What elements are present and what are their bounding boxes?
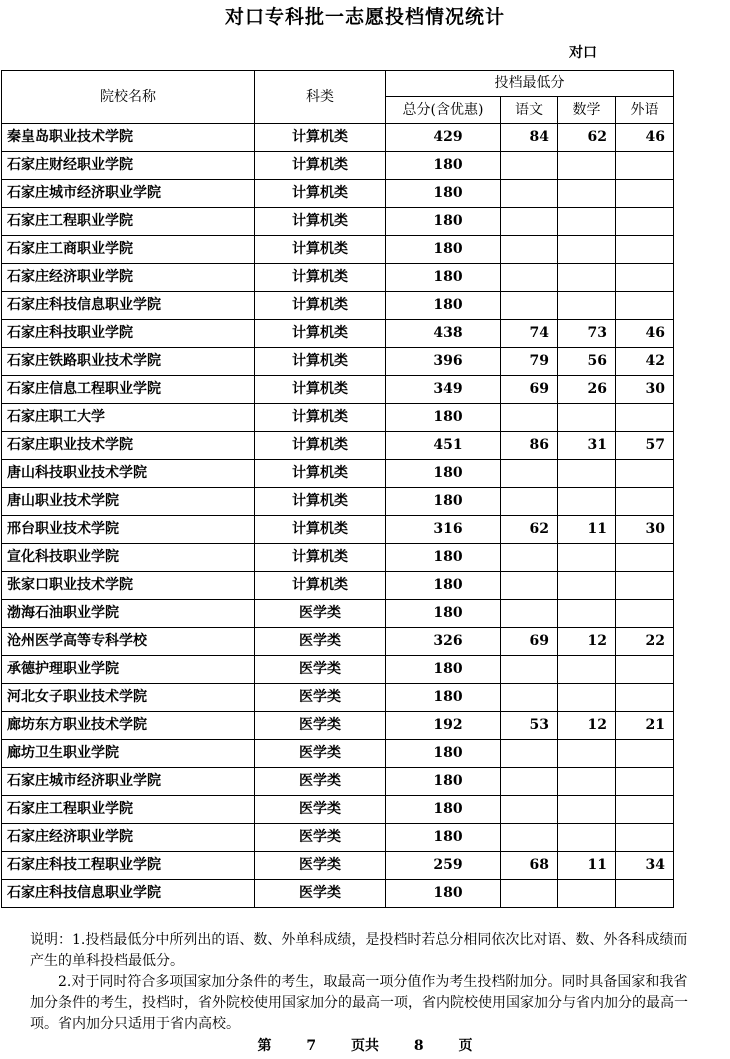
category-cell: 计算机类 [255, 292, 386, 320]
english-score-cell [616, 264, 674, 292]
category-cell: 计算机类 [255, 348, 386, 376]
category-cell: 计算机类 [255, 236, 386, 264]
english-score-cell [616, 208, 674, 236]
english-score-cell [616, 292, 674, 320]
total-score-cell: 180 [386, 684, 501, 712]
total-score-cell: 180 [386, 292, 501, 320]
chinese-score-cell: 69 [501, 628, 558, 656]
category-cell: 计算机类 [255, 264, 386, 292]
chinese-score-cell [501, 292, 558, 320]
school-cell: 石家庄铁路职业技术学院 [2, 348, 255, 376]
english-score-cell [616, 236, 674, 264]
category-cell: 计算机类 [255, 152, 386, 180]
category-cell: 计算机类 [255, 460, 386, 488]
math-score-cell [558, 236, 616, 264]
math-score-cell: 12 [558, 628, 616, 656]
table-row [2, 208, 674, 236]
math-score-cell [558, 264, 616, 292]
table-row [2, 264, 674, 292]
table-row [2, 236, 674, 264]
table-row [2, 124, 674, 152]
batch-tag: 对口 [569, 45, 597, 61]
math-score-cell [558, 488, 616, 516]
school-cell: 河北女子职业技术学院 [2, 684, 255, 712]
english-score-cell [616, 180, 674, 208]
total-score-cell: 180 [386, 404, 501, 432]
total-score-cell: 180 [386, 600, 501, 628]
english-score-cell [616, 740, 674, 768]
english-score-cell [616, 796, 674, 824]
school-cell: 石家庄财经职业学院 [2, 152, 255, 180]
chinese-score-cell: 68 [501, 852, 558, 880]
category-cell: 计算机类 [255, 516, 386, 544]
chinese-score-cell [501, 768, 558, 796]
total-score-cell: 180 [386, 824, 501, 852]
school-cell: 秦皇岛职业技术学院 [2, 124, 255, 152]
school-cell: 石家庄科技职业学院 [2, 320, 255, 348]
chinese-score-cell [501, 460, 558, 488]
category-cell: 计算机类 [255, 208, 386, 236]
school-cell: 承德护理职业学院 [2, 656, 255, 684]
chinese-score-cell [501, 824, 558, 852]
english-score-cell [616, 404, 674, 432]
math-score-cell [558, 572, 616, 600]
chinese-score-cell: 69 [501, 376, 558, 404]
english-score-cell: 46 [616, 124, 674, 152]
total-score-cell: 438 [386, 320, 501, 348]
header-category: 科类 [255, 71, 386, 124]
table-row [2, 180, 674, 208]
page-footer [0, 1035, 730, 1055]
english-score-cell [616, 880, 674, 908]
total-score-cell: 180 [386, 768, 501, 796]
total-score-cell: 180 [386, 880, 501, 908]
chinese-score-cell [501, 152, 558, 180]
math-score-cell [558, 180, 616, 208]
school-cell: 唐山科技职业技术学院 [2, 460, 255, 488]
category-cell: 医学类 [255, 824, 386, 852]
table-row [2, 600, 674, 628]
chinese-score-cell: 79 [501, 348, 558, 376]
total-score-cell: 180 [386, 488, 501, 516]
footer-ye-gong: 页共 [351, 1038, 379, 1054]
school-cell: 沧州医学高等专科学校 [2, 628, 255, 656]
english-score-cell: 30 [616, 376, 674, 404]
chinese-score-cell [501, 572, 558, 600]
english-score-cell: 30 [616, 516, 674, 544]
table-row [2, 628, 674, 656]
table-row [2, 404, 674, 432]
school-cell: 石家庄经济职业学院 [2, 264, 255, 292]
school-cell: 石家庄信息工程职业学院 [2, 376, 255, 404]
school-cell: 邢台职业技术学院 [2, 516, 255, 544]
table-row [2, 712, 674, 740]
chinese-score-cell [501, 208, 558, 236]
category-cell: 医学类 [255, 796, 386, 824]
math-score-cell: 73 [558, 320, 616, 348]
table-row [2, 656, 674, 684]
chinese-score-cell [501, 404, 558, 432]
english-score-cell: 21 [616, 712, 674, 740]
chinese-score-cell: 62 [501, 516, 558, 544]
school-cell: 石家庄城市经济职业学院 [2, 180, 255, 208]
total-score-cell: 180 [386, 572, 501, 600]
total-score-cell: 326 [386, 628, 501, 656]
math-score-cell: 12 [558, 712, 616, 740]
english-score-cell [616, 768, 674, 796]
footer-ye: 页 [458, 1038, 473, 1054]
math-score-cell [558, 656, 616, 684]
school-cell: 石家庄职工大学 [2, 404, 255, 432]
math-score-cell [558, 544, 616, 572]
footer-total-pages: 8 [413, 1038, 424, 1054]
total-score-cell: 180 [386, 740, 501, 768]
math-score-cell: 26 [558, 376, 616, 404]
total-score-cell: 180 [386, 264, 501, 292]
chinese-score-cell [501, 180, 558, 208]
english-score-cell: 57 [616, 432, 674, 460]
english-score-cell: 46 [616, 320, 674, 348]
table-row [2, 152, 674, 180]
school-cell: 宣化科技职业学院 [2, 544, 255, 572]
notes [30, 930, 690, 1035]
school-cell: 石家庄工程职业学院 [2, 796, 255, 824]
table-row [2, 432, 674, 460]
chinese-score-cell [501, 264, 558, 292]
table-row [2, 460, 674, 488]
total-score-cell: 451 [386, 432, 501, 460]
category-cell: 计算机类 [255, 180, 386, 208]
category-cell: 计算机类 [255, 544, 386, 572]
math-score-cell [558, 404, 616, 432]
category-cell: 计算机类 [255, 404, 386, 432]
total-score-cell: 180 [386, 460, 501, 488]
category-cell: 医学类 [255, 600, 386, 628]
total-score-cell: 429 [386, 124, 501, 152]
english-score-cell [616, 152, 674, 180]
school-cell: 石家庄科技信息职业学院 [2, 292, 255, 320]
category-cell: 医学类 [255, 880, 386, 908]
chinese-score-cell [501, 740, 558, 768]
english-score-cell [616, 684, 674, 712]
school-cell: 廊坊卫生职业学院 [2, 740, 255, 768]
category-cell: 医学类 [255, 768, 386, 796]
header-chinese: 语文 [501, 97, 558, 124]
math-score-cell [558, 740, 616, 768]
total-score-cell: 316 [386, 516, 501, 544]
table-row [2, 824, 674, 852]
math-score-cell [558, 292, 616, 320]
english-score-cell: 42 [616, 348, 674, 376]
math-score-cell: 31 [558, 432, 616, 460]
total-score-cell: 349 [386, 376, 501, 404]
math-score-cell [558, 824, 616, 852]
chinese-score-cell: 53 [501, 712, 558, 740]
total-score-cell: 180 [386, 236, 501, 264]
total-score-cell: 180 [386, 208, 501, 236]
header-english: 外语 [616, 97, 674, 124]
note-2: 2.对于同时符合多项国家加分条件的考生，取最高一项分值作为考生投档附加分。同时具备国家和我省加分条件的考生，投档时，省外院校使用国家加分的最高一项，省内院校使用国家加分与省内加分的最高一项。省内加分只适用于省内高校。 [30, 974, 688, 1032]
category-cell: 计算机类 [255, 432, 386, 460]
math-score-cell: 11 [558, 852, 616, 880]
footer-di: 第 [257, 1038, 272, 1054]
table-row [2, 348, 674, 376]
english-score-cell [616, 824, 674, 852]
school-cell: 石家庄工商职业学院 [2, 236, 255, 264]
math-score-cell [558, 684, 616, 712]
table-row [2, 880, 674, 908]
header-school: 院校名称 [2, 71, 255, 124]
math-score-cell [558, 768, 616, 796]
school-cell: 渤海石油职业学院 [2, 600, 255, 628]
page-title: 对口专科批一志愿投档情况统计 [224, 6, 505, 28]
chinese-score-cell [501, 236, 558, 264]
math-score-cell [558, 880, 616, 908]
header-min-score: 投档最低分 [386, 71, 674, 97]
category-cell: 医学类 [255, 656, 386, 684]
school-cell: 石家庄职业技术学院 [2, 432, 255, 460]
category-cell: 医学类 [255, 852, 386, 880]
total-score-cell: 192 [386, 712, 501, 740]
table-row [2, 740, 674, 768]
english-score-cell [616, 488, 674, 516]
math-score-cell [558, 796, 616, 824]
category-cell: 医学类 [255, 712, 386, 740]
english-score-cell [616, 544, 674, 572]
total-score-cell: 180 [386, 544, 501, 572]
total-score-cell: 180 [386, 796, 501, 824]
total-score-cell: 259 [386, 852, 501, 880]
school-cell: 石家庄科技工程职业学院 [2, 852, 255, 880]
math-score-cell [558, 460, 616, 488]
score-table [1, 70, 674, 908]
school-cell: 廊坊东方职业技术学院 [2, 712, 255, 740]
table-row [2, 572, 674, 600]
english-score-cell: 22 [616, 628, 674, 656]
math-score-cell [558, 208, 616, 236]
table-row [2, 292, 674, 320]
header-total: 总分(含优惠) [386, 97, 501, 124]
table-row [2, 852, 674, 880]
table-row [2, 376, 674, 404]
table-row [2, 796, 674, 824]
chinese-score-cell [501, 600, 558, 628]
chinese-score-cell [501, 880, 558, 908]
school-cell: 石家庄城市经济职业学院 [2, 768, 255, 796]
chinese-score-cell [501, 544, 558, 572]
table-row [2, 684, 674, 712]
english-score-cell [616, 572, 674, 600]
note-1: 说明：1.投档最低分中所列出的语、数、外单科成绩，是投档时若总分相同依次比对语、数、外各科成绩而产生的单科投档最低分。 [30, 932, 688, 969]
footer-page: 7 [306, 1038, 317, 1054]
category-cell: 计算机类 [255, 488, 386, 516]
category-cell: 计算机类 [255, 320, 386, 348]
school-cell: 张家口职业技术学院 [2, 572, 255, 600]
category-cell: 计算机类 [255, 124, 386, 152]
total-score-cell: 180 [386, 180, 501, 208]
category-cell: 医学类 [255, 628, 386, 656]
category-cell: 计算机类 [255, 572, 386, 600]
school-cell: 石家庄经济职业学院 [2, 824, 255, 852]
header-math: 数学 [558, 97, 616, 124]
category-cell: 医学类 [255, 684, 386, 712]
total-score-cell: 180 [386, 656, 501, 684]
english-score-cell: 34 [616, 852, 674, 880]
school-cell: 石家庄科技信息职业学院 [2, 880, 255, 908]
chinese-score-cell: 86 [501, 432, 558, 460]
table-row [2, 768, 674, 796]
table-body [2, 124, 674, 908]
total-score-cell: 396 [386, 348, 501, 376]
table-row [2, 488, 674, 516]
category-cell: 医学类 [255, 740, 386, 768]
chinese-score-cell: 74 [501, 320, 558, 348]
chinese-score-cell: 84 [501, 124, 558, 152]
school-cell: 石家庄工程职业学院 [2, 208, 255, 236]
english-score-cell [616, 656, 674, 684]
math-score-cell: 11 [558, 516, 616, 544]
table-row [2, 516, 674, 544]
math-score-cell [558, 152, 616, 180]
math-score-cell [558, 600, 616, 628]
math-score-cell: 56 [558, 348, 616, 376]
total-score-cell: 180 [386, 152, 501, 180]
chinese-score-cell [501, 684, 558, 712]
chinese-score-cell [501, 656, 558, 684]
table-row [2, 544, 674, 572]
chinese-score-cell [501, 796, 558, 824]
table-row [2, 320, 674, 348]
english-score-cell [616, 460, 674, 488]
chinese-score-cell [501, 488, 558, 516]
english-score-cell [616, 600, 674, 628]
school-cell: 唐山职业技术学院 [2, 488, 255, 516]
math-score-cell: 62 [558, 124, 616, 152]
category-cell: 计算机类 [255, 376, 386, 404]
